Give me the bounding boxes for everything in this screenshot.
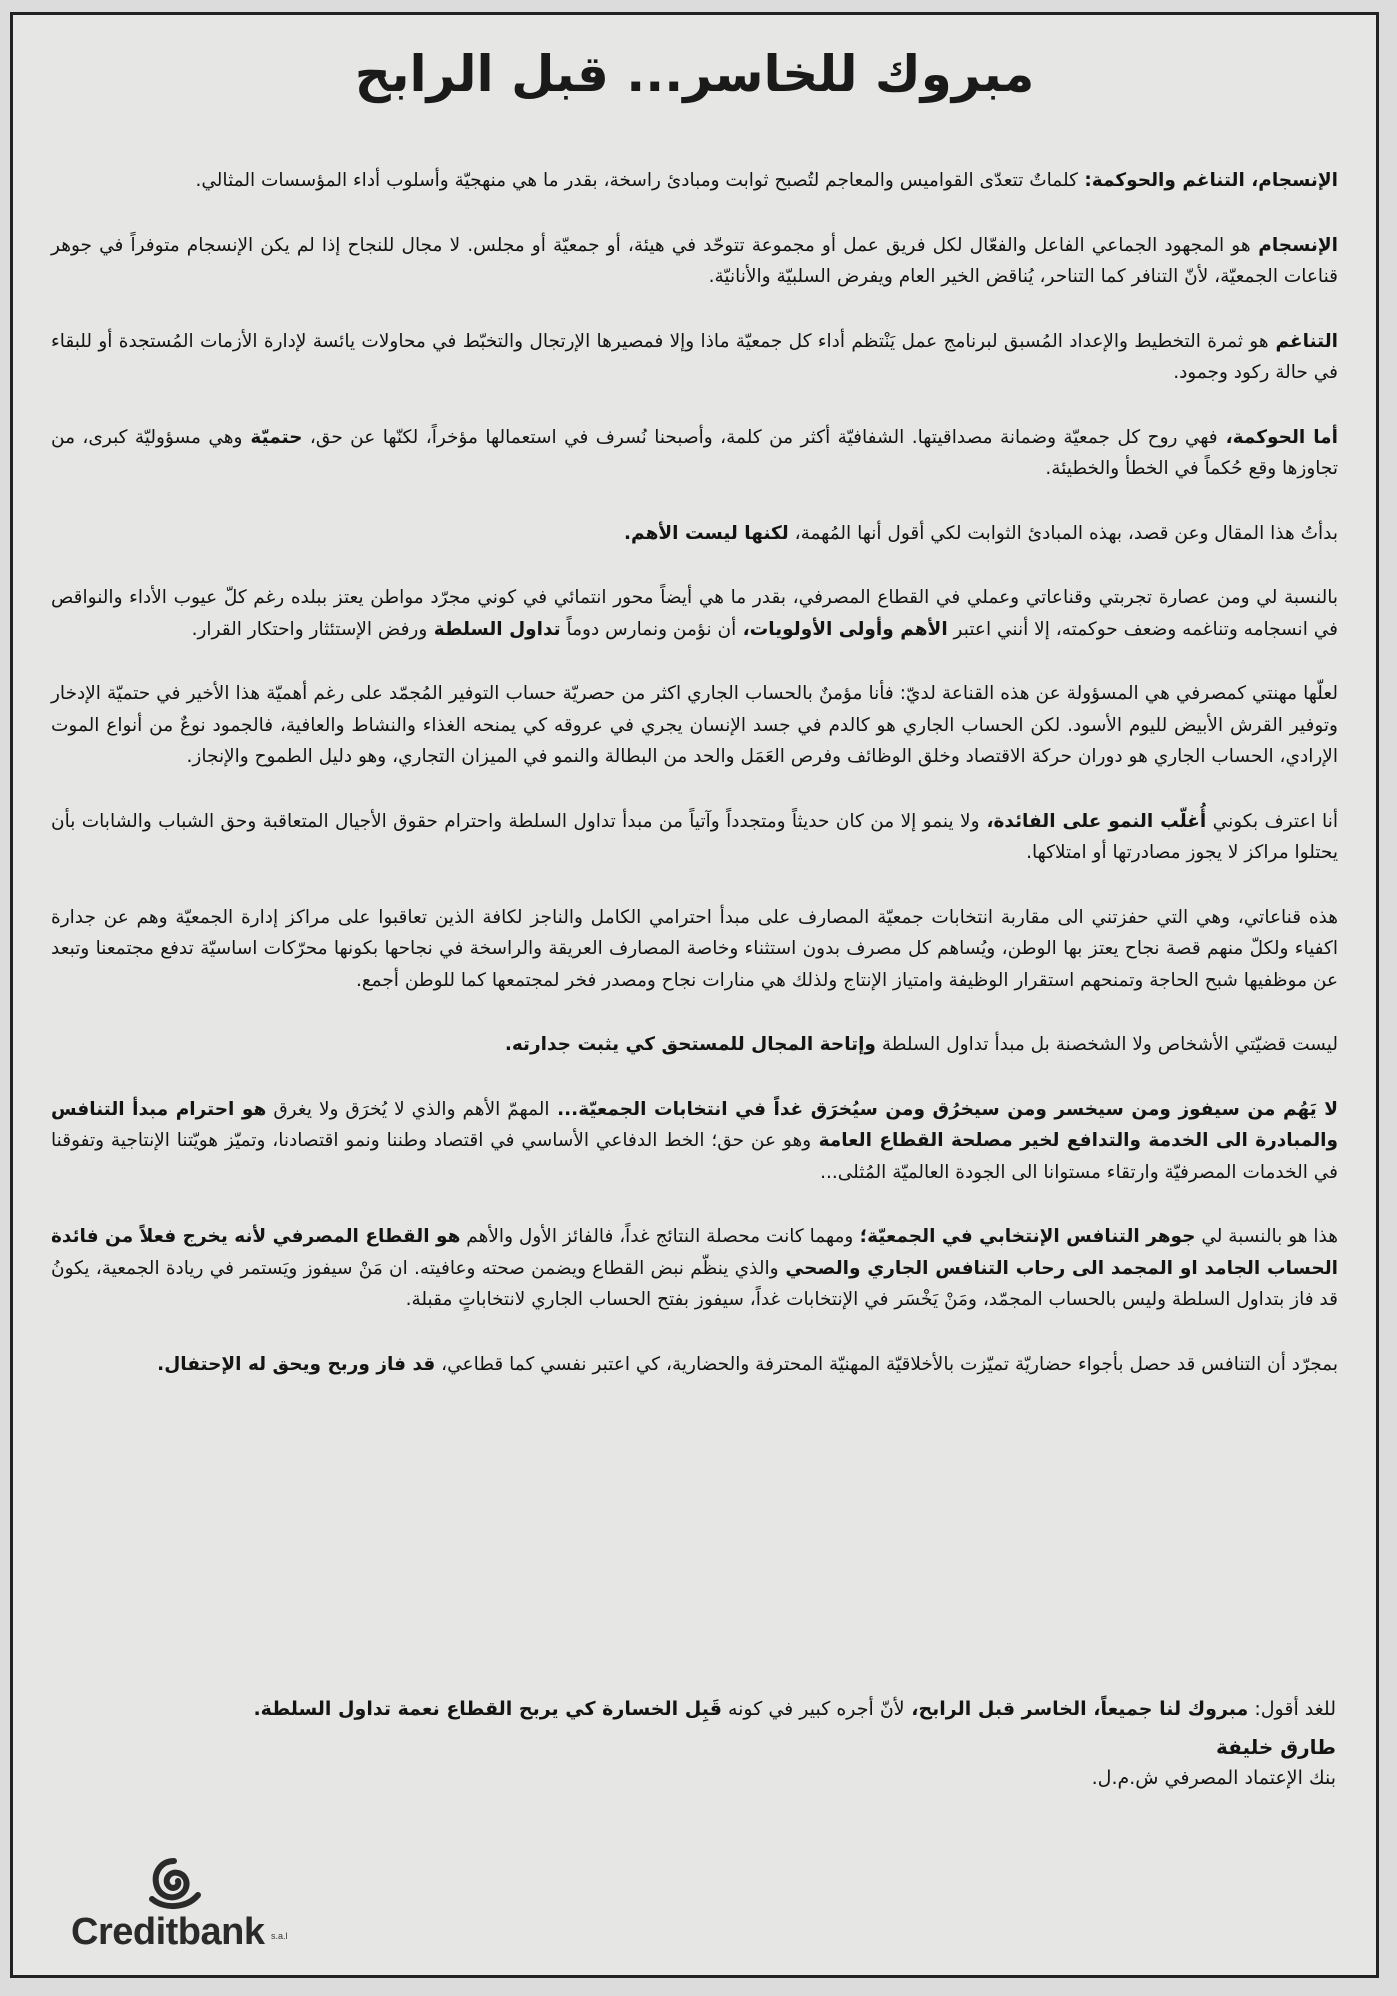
text-run: لعلّها مهنتي كمصرفي هي المسؤولة عن هذه القناعة لديّ: فأنا مؤمنٌ بالحساب الجاري اكثر من حصريّة حساب التوفير المُجمّد على رغم أهميّة هذا الأخير في حتميّة الإدخار وتوفير القرش الأبيض لليوم الأسود. لكن الحساب الجاري هو كالدم في جسد الإنسان يجري في عروقه كي يمنحه الغذاء والنشاط والعافية، فالجمود نوعٌ من أنواع الموت الإرادي، الحساب الجاري هو دوران حركة الاقتصاد وخلق الوظائف وفرص العَمَل والحد من البطالة والنمو في الميزان التجاري، وهو دليل الطموح والإنجاز. [51, 683, 1338, 767]
text-run: هذه قناعاتي، وهي التي حفزتني الى مقاربة انتخابات جمعيّة المصارف على مبدأ احترامي الكامل والناجز لكافة الذين تعاقبوا على مراكز إدارة الجمعيّة وهم عن جدارة اكفياء ولكلّ منهم قصة نجاح يعتز بها الوطن، ويُساهم كل مصرف بدون استثناء وخاصة المصارف العريقة والراسخة في نجاحها بكونها محرّكات اساسيّة تدفع مجتمعنا وتبعد عن موظفيها شبح الحاجة وتمنحهم استقرار الوظيفة وامتياز الإنتاج ولذلك هي منارات نجاح ومصدر فخر لمجتمعها كما للوطن أجمع. [51, 906, 1338, 991]
article-frame [10, 12, 1379, 1978]
author-name: طارق خليفة [1216, 1735, 1336, 1759]
creditbank-logo [71, 1855, 288, 1965]
bold-run: قد فاز وربح ويحق له الإحتفال. [157, 1353, 436, 1375]
text-run: بمجرّد أن التنافس قد حصل بأجواء حضاريّة تميّزت بالأخلاقيّة المهنيّة المحترفة والحضارية، كي اعتبر نفسي كما قطاعي، [435, 1353, 1338, 1375]
creditbank-logo-icon [144, 1855, 204, 1915]
article-body [51, 165, 1338, 1413]
text-run: للغد أقول: [1248, 1698, 1336, 1720]
text-run: بالنسبة لي ومن عصارة تجربتي وقناعاتي وعملي في القطاع المصرفي، بقدر ما هي أيضاً محور انتمائي في كوني مجرّد مواطن يعتز ببلده رغم كلّ عيوب الأداء والنواقص في انسجامه وتناغمه وضعف حوكمته، إلا أنني اعتبر [51, 587, 1338, 640]
article-paragraph [51, 326, 1338, 389]
text-run: أنا اعترف بكوني [1206, 810, 1338, 832]
article-paragraph [51, 1221, 1338, 1316]
text-run: المهمّ الأهم والذي لا يُخرَق ولا يغرق [266, 1098, 550, 1120]
bold-run: الأهم وأولى الأولويات، [736, 618, 948, 640]
bold-run: الإنسجام [1250, 234, 1338, 256]
logo-suffix: s.a.l [271, 1931, 288, 1941]
text-run: فهي روح كل جمعيّة وضمانة مصداقيتها. الشفافيّة أكثر من كلمة، وأصبحنا نُسرف في استعمالها مؤخراً، لكنّها عن حق، [302, 426, 1218, 448]
bold-run: جوهر التنافس الإنتخابي في الجمعيّة؛ [853, 1226, 1196, 1247]
text-run: هذا هو بالنسبة لي [1195, 1226, 1339, 1247]
bold-run: حتميّة [242, 426, 303, 448]
article-paragraph [51, 902, 1338, 997]
article-paragraph [51, 422, 1338, 485]
bold-run: هو احترام مبدأ التنافس والمبادرة الى الخدمة والتدافع لخير مصلحة القطاع العامة [51, 1098, 1338, 1151]
bold-run: التناغم [1268, 330, 1338, 352]
text-run: أن نؤمن ونمارس دوماً [560, 618, 737, 640]
bold-run: هو القطاع المصرفي لأنه يخرج فعلاً من فائدة الحساب الجامد او المجمد الى رحاب التنافس الجاري والصحي [51, 1226, 1338, 1279]
logo-wordmark: Creditbank [71, 1911, 265, 1953]
text-run: ولا ينمو إلا من كان حديثاً ومتجدداً وآتياً من مبدأ تداول السلطة واحترام حقوق الأجيال المتعاقبة وحق الشباب والشابات بأن يحتلوا مراكز لا يجوز مصادرتها أو امتلاكها. [51, 810, 1338, 863]
text-run: ومهما كانت محصلة النتائج غداً، فالفائز الأول والأهم [460, 1226, 854, 1247]
text-run: بدأتُ هذا المقال وعن قصد، بهذه المبادئ الثوابت لكي أقول أنها المُهمة، [788, 522, 1338, 544]
article-title: مبروك للخاسر... قبل الرابح [354, 45, 1035, 103]
bold-run: الإنسجام، التناغم والحوكمة: [1077, 170, 1338, 191]
article-paragraph [51, 518, 1338, 550]
article-paragraph [51, 678, 1338, 773]
text-run: هو ثمرة التخطيط والإعداد المُسبق لبرنامج عمل يَنْتظم أداء كل جمعيّة ماذا وإلا فمصيرها الإرتجال والتخبّط في محاولات يائسة لإدارة الأزمات المُستجدة أو للبقاء في حالة ركود وجمود. [51, 330, 1338, 383]
bold-run: مبروك لنا جميعاً، الخاسر قبل الرابح، [904, 1698, 1249, 1720]
text-run: وهي مسؤوليّة كبرى، من تجاوزها وقع حُكماً في الخطأ والخطيئة. [51, 426, 1338, 479]
article-paragraph [51, 1029, 1338, 1061]
text-run: لأنّ أجره كبير في كونه [721, 1698, 905, 1720]
bold-run: أُغلّب النمو على الفائدة، [979, 810, 1207, 832]
bold-run: وإتاحة المجال للمستحق كي يثبت جدارته. [504, 1034, 876, 1055]
text-run: والذي ينظّم نبض القطاع ويضمن صحته وعافيته. ان مَنْ سيفوز ويَستمر في ريادة الجمعية، يكونُ قد فاز بتداول السلطة وليس بالحساب المجمّد، ومَنْ يَخْسَر في الإنتخابات غداً، سيفوز بفتح الحساب الجاري لانتخاباتٍ مقبلة. [51, 1257, 1338, 1310]
text-run: ليست قضيّتي الأشخاص ولا الشخصنة بل مبدأ تداول السلطة [875, 1034, 1338, 1055]
text-run: ورفض الإستئثار واحتكار القرار. [191, 618, 428, 640]
text-run: كلماتٌ تتعدّى القواميس والمعاجم لتُصبح ثوابت ومبادئ راسخة، بقدر ما هي منهجيّة وأسلوب أداء المؤسسات المثالي. [195, 170, 1078, 191]
bold-run: لا يَهُم من سيفوز ومن سيخسر ومن سيخرُق ومن سيُخرَق غداً في انتخابات الجمعيّة... [549, 1098, 1338, 1120]
text-run: هو المجهود الجماعي الفاعل والفعّال لكل فريق عمل أو مجموعة تتوحّد في هيئة، أو جمعيّة أو مجلس. لا مجال للنجاح إذا لم يكن الإنسجام متوفراً في جوهر قناعات الجمعيّة، لأنّ التنافر كما التناحر، يُناقض الخير العام ويفرض السلبيّة والأنانيّة. [51, 234, 1338, 287]
bold-run: تداول السلطة [427, 618, 561, 640]
article-paragraph [51, 1349, 1338, 1381]
article-paragraph [51, 806, 1338, 869]
bold-run: قَبِل الخسارة كي يربح القطاع نعمة تداول السلطة. [253, 1698, 722, 1720]
closing-paragraph [253, 1693, 1336, 1725]
bold-run: أما الحوكمة، [1217, 426, 1338, 448]
article-paragraph [51, 165, 1338, 197]
bold-run: لكنها ليست الأهم. [624, 522, 789, 544]
article-paragraph [51, 230, 1338, 293]
article-paragraph [51, 582, 1338, 645]
article-paragraph [51, 1094, 1338, 1189]
author-bank: بنك الإعتماد المصرفي ش.م.ل. [1091, 1767, 1336, 1789]
text-run: وهو عن حق؛ الخط الدفاعي الأساسي في اقتصاد وطننا ونمو اقتصادنا، وتميّز هويّتنا الإنتاجية وتفوقنا في الخدمات المصرفيّة وارتقاء مستوانا الى الجودة العالميّة المُثلى... [51, 1130, 1338, 1183]
